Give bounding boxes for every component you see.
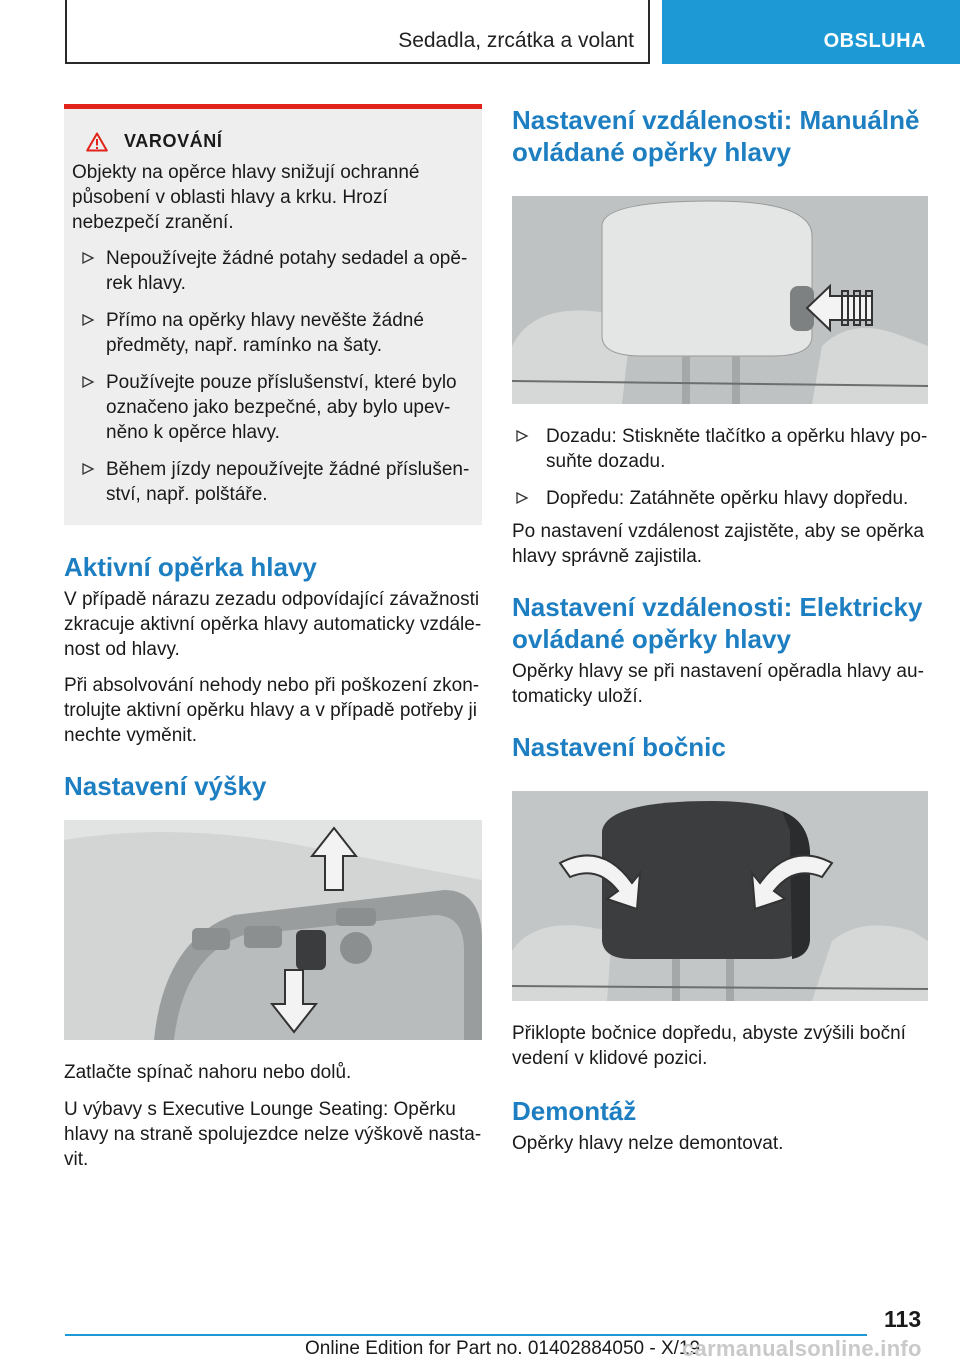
triangle-bullet-icon <box>514 491 530 505</box>
triangle-bullet-icon <box>80 251 96 265</box>
electric-paragraph: Opěrky hlavy se při nastavení opěradla hlavy automaticky uloží. <box>512 661 924 707</box>
triangle-bullet-icon <box>80 375 96 389</box>
seat-switch-illustration <box>64 820 482 1040</box>
header-section-box <box>65 0 650 64</box>
watermark: carmanualsonline.info <box>682 1336 922 1361</box>
warning-header <box>86 131 470 152</box>
manual-step: Dopředu: Zatáhněte opěrku hlavy dopředu. <box>512 486 928 511</box>
chapter-tab <box>662 0 960 64</box>
warning-title: VAROVÁNÍ <box>124 131 223 151</box>
footer-edition: Online Edition for Part no. 01402884050 - X/19 <box>305 1338 701 1359</box>
manual-headrest-image <box>512 196 928 404</box>
heading-removal: Demontáž <box>512 1096 637 1126</box>
heading-height-adjust: Nastavení výšky <box>64 771 267 801</box>
warning-item: Nepoužívejte žádné potahy sedadel a opěrek hlavy. <box>72 246 470 296</box>
triangle-bullet-icon <box>80 462 96 476</box>
triangle-bullet-icon <box>80 313 96 327</box>
manual-paragraph: Po nastavení vzdálenost zajistěte, aby se opěrka hlavy správně zajistila. <box>512 521 924 567</box>
warning-triangle-icon <box>86 132 108 152</box>
height-paragraph-1: Zatlačte spínač nahoru nebo dolů. <box>64 1062 352 1083</box>
heading-manual-distance: Nastavení vzdálenosti: Manuálně ovládané opěrky hlavy <box>512 105 920 167</box>
warning-item: Během jízdy nepoužívejte žádné příslušenství, např. polštáře. <box>72 457 470 507</box>
side-bolster-illustration <box>512 791 928 1001</box>
page-number: 113 <box>884 1306 922 1332</box>
triangle-bullet-icon <box>514 429 530 443</box>
sides-paragraph: Přiklopte bočnice dopředu, abyste zvýšili boční vedení v klidové pozici. <box>512 1023 906 1069</box>
warning-box <box>64 104 482 525</box>
removal-paragraph: Opěrky hlavy nelze demontovat. <box>512 1133 784 1154</box>
manual-headrest-illustration <box>512 196 928 404</box>
seat-switch-image <box>64 820 482 1040</box>
active-paragraph-2: Při absolvování nehody nebo při poškození zkontrolujte aktivní opěrku hlavy a v případě potřeby ji nechte vyměnit. <box>64 675 480 746</box>
warning-item: Přímo na opěrky hlavy nevěšte žádné předměty, např. ramínko na šaty. <box>72 308 470 358</box>
section-title: Sedadla, zrcátka a volant <box>398 29 634 52</box>
active-paragraph-1: V případě nárazu zezadu odpovídající závažnosti zkracuje aktivní opěrka hlavy automaticky vzdálenost od hlavy. <box>64 589 482 660</box>
warning-item: Používejte pouze příslušenství, které bylo označeno jako bezpečné, aby bylo upevněno k opěrce hlavy. <box>72 370 470 445</box>
right-column <box>512 104 928 1166</box>
side-bolster-image <box>512 791 928 1001</box>
height-paragraph-2: U výbavy s Executive Lounge Seating: Opěrku hlavy na straně spolujezdce nelze výškově nastavit. <box>64 1099 482 1170</box>
manual-step: Dozadu: Stiskněte tlačítko a opěrku hlavy posuňte dozadu. <box>512 424 928 474</box>
chapter-tab-label: OBSLUHA <box>823 30 926 52</box>
heading-active-headrest: Aktivní opěrka hlavy <box>64 552 317 582</box>
heading-side-adjust: Nastavení bočnic <box>512 732 726 762</box>
warning-text: Objekty na opěrce hlavy snižují ochranné působení v oblasti hlavy a krku. Hrozí nebezpečí zranění. <box>72 162 420 233</box>
heading-electric-distance: Nastavení vzdálenosti: Elektricky ovládané opěrky hlavy <box>512 592 923 654</box>
left-column <box>64 104 482 1183</box>
